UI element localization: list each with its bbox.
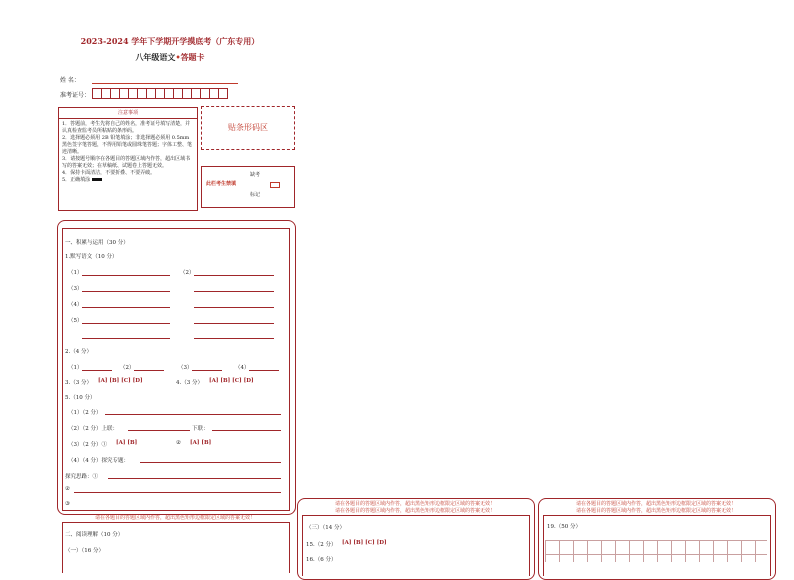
col2-sub: （三）（14 分）: [306, 525, 345, 531]
card-subtitle: [0, 52, 340, 63]
q2-blank-label: （2）: [120, 365, 135, 371]
answer-line[interactable]: [82, 275, 170, 276]
blank-label: （1）: [68, 270, 83, 276]
warning-text: 请在各题目的答题区域内作答，超出黑色矩形边框限定区域的答案无效！: [94, 515, 255, 521]
warning-text: 请在各题目的答题区域内作答，超出黑色矩形边框限定区域的答案无效！: [334, 501, 495, 507]
id-label: 准考证号：: [60, 92, 91, 99]
q5-4-label: （4）（4 分）探究专题：: [68, 458, 129, 464]
blank-label: （3）: [68, 286, 83, 292]
q5-3-options[interactable]: [A] [B]: [116, 440, 138, 446]
absent-note: 此栏考生禁填: [206, 181, 237, 187]
name-label: 姓 名：: [60, 77, 80, 84]
answer-line[interactable]: [82, 323, 170, 324]
q4-label: 4.（3 分）: [176, 380, 203, 386]
q2-blank-label: （1）: [68, 365, 83, 371]
q5-3b-label: ②: [176, 440, 181, 446]
answer-line[interactable]: [134, 370, 164, 371]
blank-label: （2）: [180, 270, 195, 276]
filled-mark-icon: [92, 178, 102, 181]
q15-options[interactable]: [A] [B] [C] [D]: [342, 540, 387, 546]
q5-2-label: （2）（2 分）上联：: [68, 426, 118, 432]
answer-line[interactable]: [74, 492, 281, 493]
answer-line[interactable]: [212, 430, 281, 431]
notice-item: 2．选择题必须用 2B 铅笔填涂；非选择题必须用 0.5mm黑色签字笔答题，不得用铅笔或圆珠笔答题；字体工整、笔迹清晰。: [62, 135, 193, 155]
answer-line[interactable]: [82, 307, 170, 308]
blank-label: （4）: [68, 302, 83, 308]
notice-item-fill: 5．正确填涂: [62, 177, 194, 184]
q4-options[interactable]: [A] [B] [C] [D]: [209, 378, 254, 384]
exam-title: 2023-2024 学年下学期开学摸底考（广东专用）: [80, 36, 260, 46]
answer-line[interactable]: [140, 462, 281, 463]
q5-4c-label: ②: [65, 486, 70, 492]
answer-line[interactable]: [105, 414, 281, 415]
id-field[interactable]: [92, 88, 227, 99]
answer-line[interactable]: [108, 478, 281, 479]
subtitle-dot: •: [175, 52, 181, 62]
warning-text: 请在各题目的答题区域内作答，超出黑色矩形边框限定区域的答案无效！: [575, 501, 736, 507]
section2-sub: （一）（16 分）: [65, 548, 104, 554]
absent-label-top: 缺考: [250, 172, 261, 178]
q2-label: 2.（4 分）: [65, 349, 92, 355]
q5-4b-label: 探究思路：①: [65, 474, 99, 480]
q5-label: 5.（10 分）: [65, 395, 96, 401]
answer-line[interactable]: [82, 338, 170, 339]
q3-label: 3.（3 分）: [65, 380, 92, 386]
subtitle-subject: 八年级语文: [135, 52, 176, 62]
section2-heading: 二、阅读理解（10 分）: [65, 532, 124, 538]
q5-2b-label: 下联：: [192, 426, 209, 432]
answer-line[interactable]: [194, 291, 274, 292]
answer-line[interactable]: [128, 430, 190, 431]
answer-line[interactable]: [194, 307, 274, 308]
answer-line[interactable]: [192, 370, 222, 371]
notice-item: 1．答题前，考生先将自己的姓名，准考证号填写清楚，并认真检查监考员所粘贴的条形码。: [62, 121, 191, 134]
notice-item: 4．保持卡面清洁，不要折叠、不要弄破。: [62, 170, 156, 176]
absent-box: [201, 166, 295, 208]
q5-4d-label: ③: [65, 501, 70, 507]
q5-1-label: （1）（2 分）: [68, 410, 102, 416]
essay-grid[interactable]: [545, 540, 767, 562]
notice-title: 注意事项: [59, 108, 197, 119]
q1-label: 1.默写语文（10 分）: [65, 254, 118, 260]
subtitle-card: 答题卡: [180, 52, 205, 62]
blank-label: （5）: [68, 318, 83, 324]
warning-text: 请在各题目的答题区域内作答，超出黑色矩形边框限定区域的答案无效！: [575, 508, 736, 514]
answer-line[interactable]: [194, 275, 274, 276]
q2-blank-label: （3）: [178, 365, 193, 371]
absent-label-bottom: 标记: [250, 192, 261, 198]
absent-checkbox[interactable]: [270, 182, 280, 188]
q19-label: 19.（50 分）: [547, 524, 581, 530]
answer-line[interactable]: [82, 291, 170, 292]
warning-text: 请在各题目的答题区域内作答，超出黑色矩形边框限定区域的答案无效！: [334, 508, 495, 514]
notice-box: [58, 107, 198, 211]
q16-label: 16.（6 分）: [306, 557, 337, 563]
barcode-label: 贴条形码区: [228, 123, 268, 132]
q5-3b-options[interactable]: [A] [B]: [190, 440, 212, 446]
q15-label: 15.（2 分）: [306, 542, 337, 548]
notice-list: [59, 119, 197, 186]
section1-heading: 一、积累与运用（30 分）: [65, 240, 129, 246]
q3-options[interactable]: [A] [B] [C] [D]: [98, 378, 143, 384]
answer-line[interactable]: [194, 338, 274, 339]
answer-line[interactable]: [194, 323, 274, 324]
answer-line[interactable]: [82, 370, 112, 371]
q5-3-label: （3）（2 分）①: [68, 442, 107, 448]
q2-blank-label: （4）: [235, 365, 250, 371]
barcode-area: [201, 106, 295, 150]
answer-line[interactable]: [249, 370, 279, 371]
name-field[interactable]: [92, 83, 238, 84]
notice-item: 3．请按题号顺序在各题目的答题区域内作答，超出区域书写的答案无效；在草稿纸、试题卷上答题无效。: [62, 156, 191, 169]
